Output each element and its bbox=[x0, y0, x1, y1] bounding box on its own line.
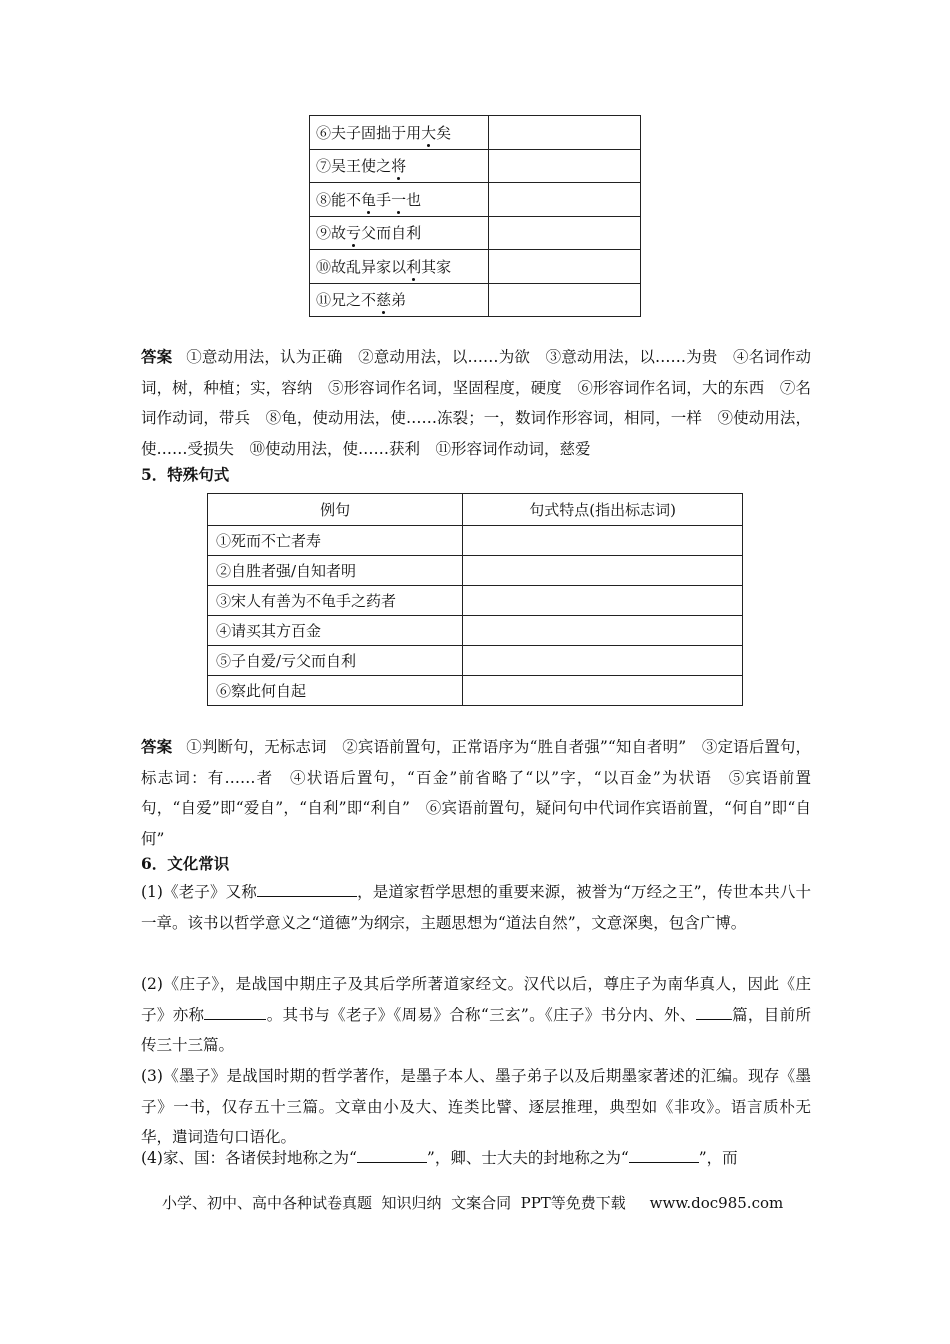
answer-label: 答案 bbox=[141, 347, 173, 366]
answer-paragraph-1 bbox=[141, 342, 811, 464]
column-header-feature: 句式特点(指出标志词) bbox=[463, 494, 743, 526]
table-row bbox=[208, 586, 743, 616]
section-heading-5: 5．特殊句式 bbox=[141, 465, 230, 484]
example-cell: ⑥夫子固拙于用大矣 bbox=[310, 116, 489, 150]
text: ”，卿、士大夫的封地称之为“ bbox=[426, 1149, 629, 1167]
table-row bbox=[208, 646, 743, 676]
feature-cell[interactable] bbox=[463, 586, 743, 616]
text: 。其书与《老子》《周易》合称“三玄”。《庄子》书分内、外、 bbox=[266, 1005, 696, 1024]
culture-paragraph-2 bbox=[141, 969, 811, 1061]
table-row bbox=[310, 250, 641, 284]
answer-label: 答案 bbox=[141, 737, 173, 756]
example-cell: ②自胜者强/自知者明 bbox=[208, 556, 463, 586]
section-heading-6: 6．文化常识 bbox=[141, 854, 230, 873]
table-row bbox=[310, 216, 641, 250]
table-row bbox=[310, 116, 641, 150]
example-cell: ⑪兄之不慈弟 bbox=[310, 283, 489, 317]
example-cell: ⑤子自爱/亏父而自利 bbox=[208, 646, 463, 676]
example-cell: ⑨故亏父而自利 bbox=[310, 216, 489, 250]
answer-cell[interactable] bbox=[489, 216, 641, 250]
example-cell: ④请买其方百金 bbox=[208, 616, 463, 646]
answer-cell[interactable] bbox=[489, 283, 641, 317]
table-row bbox=[310, 283, 641, 317]
answer-cell[interactable] bbox=[489, 149, 641, 183]
text: ，是道家哲学思想的重要来源，被誉为“万经之王”，传世本共八十一章。该书以哲学意义之“道德”为纲宗，主题思想为“道法自然”，文意深奥，包含广博。 bbox=[141, 883, 811, 932]
example-cell: ⑥察此何自起 bbox=[208, 676, 463, 706]
footer-text[interactable]: 小学、初中、高中各种试卷真题 知识归纳 文案合同 PPT等免费下载 www.doc985.com bbox=[162, 1194, 784, 1212]
example-cell: ⑧能不龟手一也 bbox=[310, 183, 489, 217]
answer-cell[interactable] bbox=[489, 183, 641, 217]
answer-text: ①意动用法，认为正确 ②意动用法，以……为欲 ③意动用法，以……为贵 ④名词作动词，树，种植；实，容纳 ⑤形容词作名词，坚固程度，硬度 ⑥形容词作名词，大的东西 ⑦名词作动词，带兵 ⑧龟，使动用法，使……冻裂；一，数词作形容词，相同，一样 ⑨使动用法，使……受损失 ⑩使动用法，使……获利 ⑪形容词作动词，慈爱 bbox=[141, 348, 811, 458]
example-cell: ⑩故乱异家以利其家 bbox=[310, 250, 489, 284]
fill-blank[interactable] bbox=[629, 1146, 699, 1163]
feature-cell[interactable] bbox=[463, 526, 743, 556]
feature-cell[interactable] bbox=[463, 676, 743, 706]
feature-cell[interactable] bbox=[463, 556, 743, 586]
column-header-example: 例句 bbox=[208, 494, 463, 526]
answer-text: ①判断句，无标志词 ②宾语前置句，正常语序为“胜自者强”“知自者明” ③定语后置句，标志词：有……者 ④状语后置句，“百金”前省略了“以”字，“以百金”为状语 ⑤宾语前置句，“自爱”即“爱自”，“自利”即“利自” ⑥宾语前置句，疑问句中代词作宾语前置，“何自”即“自何” bbox=[141, 738, 811, 848]
example-cell: ⑦吴王使之将 bbox=[310, 149, 489, 183]
feature-cell[interactable] bbox=[463, 646, 743, 676]
table-row bbox=[310, 149, 641, 183]
culture-paragraph-4 bbox=[141, 1143, 811, 1174]
table-row bbox=[310, 183, 641, 217]
example-cell: ③宋人有善为不龟手之药者 bbox=[208, 586, 463, 616]
table-row bbox=[208, 676, 743, 706]
fill-blank[interactable] bbox=[204, 1003, 266, 1020]
culture-paragraph-3: (3)《墨子》是战国时期的哲学著作，是墨子本人、墨子弟子以及后期墨家著述的汇编。现存《墨子》一书，仅存五十三篇。文章由小及大、连类比譬、逐层推理，典型如《非攻》。语言质朴无华，遣词造句口语化。 bbox=[141, 1067, 811, 1146]
fill-blank[interactable] bbox=[257, 880, 357, 897]
table-row bbox=[208, 616, 743, 646]
text: ”，而 bbox=[698, 1149, 738, 1167]
table-row bbox=[208, 526, 743, 556]
text: (1)《老子》又称 bbox=[141, 883, 257, 901]
answer-cell[interactable] bbox=[489, 116, 641, 150]
culture-paragraph-1 bbox=[141, 877, 811, 938]
text: 篇，目前所传三十三篇。 bbox=[141, 1005, 811, 1054]
answer-paragraph-2 bbox=[141, 732, 811, 854]
text: (2)《庄子》，是战国中期庄子及其后学所著道家经文。汉代以后，尊庄子为南华真人，因此《庄子》亦称 bbox=[141, 975, 811, 1024]
sentence-pattern-table bbox=[207, 493, 743, 706]
answer-cell[interactable] bbox=[489, 250, 641, 284]
fill-blank[interactable] bbox=[357, 1146, 427, 1163]
example-cell: ①死而不亡者寿 bbox=[208, 526, 463, 556]
word-usage-table bbox=[309, 115, 641, 317]
fill-blank[interactable] bbox=[696, 1003, 732, 1020]
feature-cell[interactable] bbox=[463, 616, 743, 646]
table-header-row bbox=[208, 494, 743, 526]
table-row bbox=[208, 556, 743, 586]
text: (4)家、国：各诸侯封地称之为“ bbox=[141, 1149, 357, 1167]
